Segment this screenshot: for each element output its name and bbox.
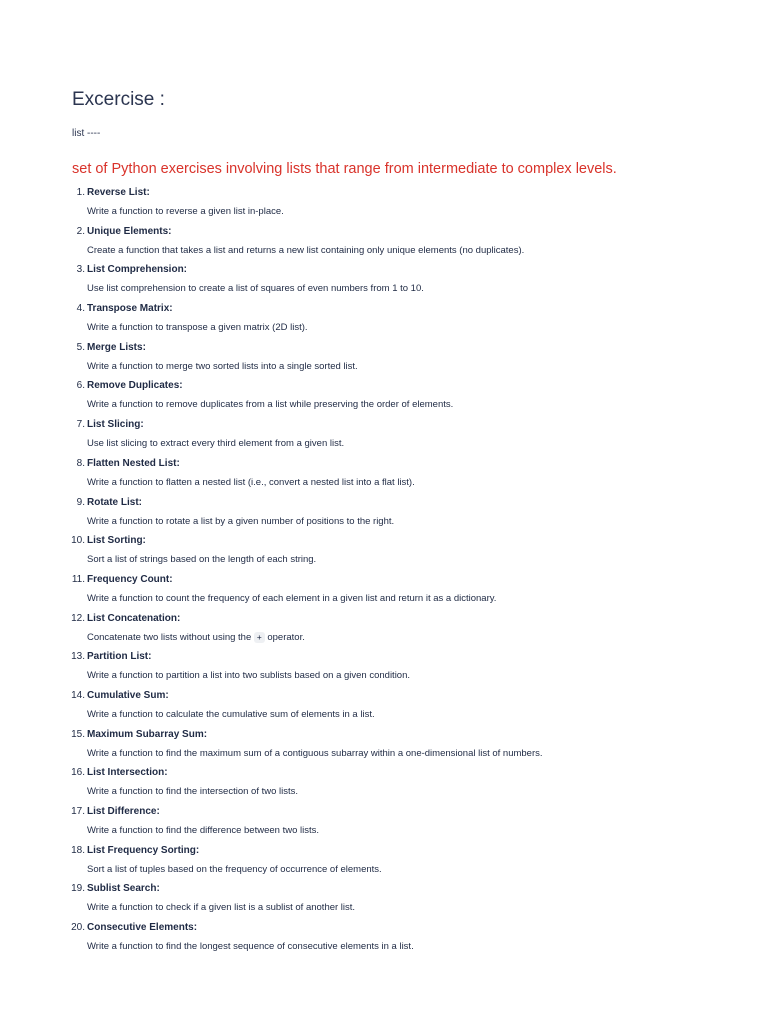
exercise-title: List Concatenation: bbox=[87, 612, 181, 624]
exercise-number: 3. bbox=[76, 264, 85, 276]
exercise-description: Write a function to remove duplicates from a list while preserving the order of elements. bbox=[87, 399, 454, 411]
exercise-title: Transpose Matrix: bbox=[87, 303, 173, 315]
exercise-description: Sort a list of strings based on the length of each string. bbox=[87, 554, 317, 566]
page-title: Excercise : bbox=[72, 89, 165, 110]
exercise-item bbox=[72, 493, 752, 532]
exercise-title: List Comprehension: bbox=[87, 264, 188, 276]
exercise-list bbox=[72, 183, 752, 957]
exercise-description: Write a function to calculate the cumulative sum of elements in a list. bbox=[87, 708, 375, 720]
exercise-number: 7. bbox=[76, 419, 85, 431]
exercise-number: 13. bbox=[71, 651, 85, 663]
exercise-title: Maximum Subarray Sum: bbox=[87, 728, 208, 740]
exercise-title: Frequency Count: bbox=[87, 573, 173, 585]
exercise-number: 20. bbox=[71, 922, 85, 934]
exercise-number: 2. bbox=[76, 225, 85, 237]
exercise-item bbox=[72, 725, 752, 764]
exercise-item bbox=[72, 609, 752, 648]
exercise-title: Remove Duplicates: bbox=[87, 380, 183, 392]
exercise-title: Consecutive Elements: bbox=[87, 922, 198, 934]
exercise-number: 14. bbox=[71, 689, 85, 701]
exercise-number: 10. bbox=[71, 535, 85, 547]
exercise-title: List Sorting: bbox=[87, 535, 146, 547]
exercise-description: Write a function to rotate a list by a given number of positions to the right. bbox=[87, 515, 395, 527]
exercise-item bbox=[72, 531, 752, 570]
inline-code: + bbox=[254, 632, 265, 643]
exercise-number: 18. bbox=[71, 844, 85, 856]
exercise-item bbox=[72, 802, 752, 841]
exercise-item bbox=[72, 376, 752, 415]
exercise-description: Write a function to find the intersection of two lists. bbox=[87, 786, 299, 798]
exercise-title: Flatten Nested List: bbox=[87, 457, 180, 469]
exercise-item bbox=[72, 570, 752, 609]
exercise-item bbox=[72, 183, 752, 222]
exercise-item bbox=[72, 686, 752, 725]
exercise-item bbox=[72, 260, 752, 299]
exercise-item bbox=[72, 841, 752, 880]
exercise-title: Cumulative Sum: bbox=[87, 689, 169, 701]
exercise-number: 17. bbox=[71, 806, 85, 817]
intro-heading: set of Python exercises involving lists that range from intermediate to complex levels. bbox=[72, 161, 617, 177]
exercise-number: 6. bbox=[76, 380, 85, 392]
exercise-number: 16. bbox=[71, 767, 85, 779]
exercise-item bbox=[72, 299, 752, 338]
exercise-description: Write a function to find the longest sequence of consecutive elements in a list. bbox=[87, 941, 414, 953]
exercise-number: 12. bbox=[71, 612, 85, 624]
document-page bbox=[72, 88, 752, 957]
exercise-description: Create a function that takes a list and returns a new list containing only unique elements (no duplicates). bbox=[87, 244, 525, 256]
exercise-description: Use list comprehension to create a list of squares of even numbers from 1 to 10. bbox=[87, 283, 424, 295]
exercise-item bbox=[72, 763, 752, 802]
exercise-item bbox=[72, 918, 752, 957]
exercise-number: 19. bbox=[71, 883, 85, 895]
exercise-description bbox=[87, 632, 752, 644]
exercise-description: Use list slicing to extract every third element from a given list. bbox=[87, 438, 345, 450]
exercise-description: Write a function to merge two sorted lists into a single sorted list. bbox=[87, 360, 358, 372]
exercise-title: List Slicing: bbox=[87, 419, 144, 431]
exercise-title: List Intersection: bbox=[87, 767, 168, 779]
description-text: Concatenate two lists without using the bbox=[87, 631, 254, 643]
exercise-description: Write a function to flatten a nested list (i.e., convert a nested list into a flat list). bbox=[87, 476, 415, 488]
exercise-item bbox=[72, 879, 752, 918]
exercise-description: Write a function to reverse a given list in-place. bbox=[87, 206, 284, 217]
exercise-title: Reverse List: bbox=[87, 187, 150, 198]
exercise-item bbox=[72, 415, 752, 454]
exercise-title: Merge Lists: bbox=[87, 341, 146, 353]
exercise-number: 8. bbox=[76, 457, 85, 469]
exercise-title: Rotate List: bbox=[87, 496, 142, 508]
exercise-description: Write a function to transpose a given matrix (2D list). bbox=[87, 322, 308, 334]
page-subtitle: list ---- bbox=[72, 128, 101, 139]
exercise-item bbox=[72, 454, 752, 493]
exercise-item bbox=[72, 338, 752, 377]
exercise-title: Sublist Search: bbox=[87, 883, 160, 895]
exercise-number: 11. bbox=[71, 573, 85, 585]
exercise-number: 1. bbox=[76, 187, 85, 198]
exercise-item bbox=[72, 647, 752, 686]
exercise-title: List Difference: bbox=[87, 806, 160, 817]
exercise-description: Write a function to check if a given list is a sublist of another list. bbox=[87, 902, 356, 914]
exercise-number: 5. bbox=[76, 341, 85, 353]
exercise-title: Unique Elements: bbox=[87, 225, 172, 237]
exercise-number: 15. bbox=[71, 728, 85, 740]
exercise-description: Sort a list of tuples based on the frequency of occurrence of elements. bbox=[87, 863, 382, 875]
exercise-item bbox=[72, 222, 752, 261]
exercise-number: 4. bbox=[76, 303, 85, 315]
exercise-description: Write a function to partition a list into two sublists based on a given condition. bbox=[87, 670, 411, 682]
exercise-description: Write a function to find the difference between two lists. bbox=[87, 825, 319, 836]
exercise-title: List Frequency Sorting: bbox=[87, 844, 200, 856]
exercise-description: Write a function to find the maximum sum of a contiguous subarray within a one-dimensional list of numbers. bbox=[87, 747, 543, 759]
exercise-description: Write a function to count the frequency of each element in a given list and return it as a dictionary. bbox=[87, 592, 497, 604]
description-text: operator. bbox=[264, 631, 305, 643]
exercise-title: Partition List: bbox=[87, 651, 152, 663]
exercise-number: 9. bbox=[76, 496, 85, 508]
